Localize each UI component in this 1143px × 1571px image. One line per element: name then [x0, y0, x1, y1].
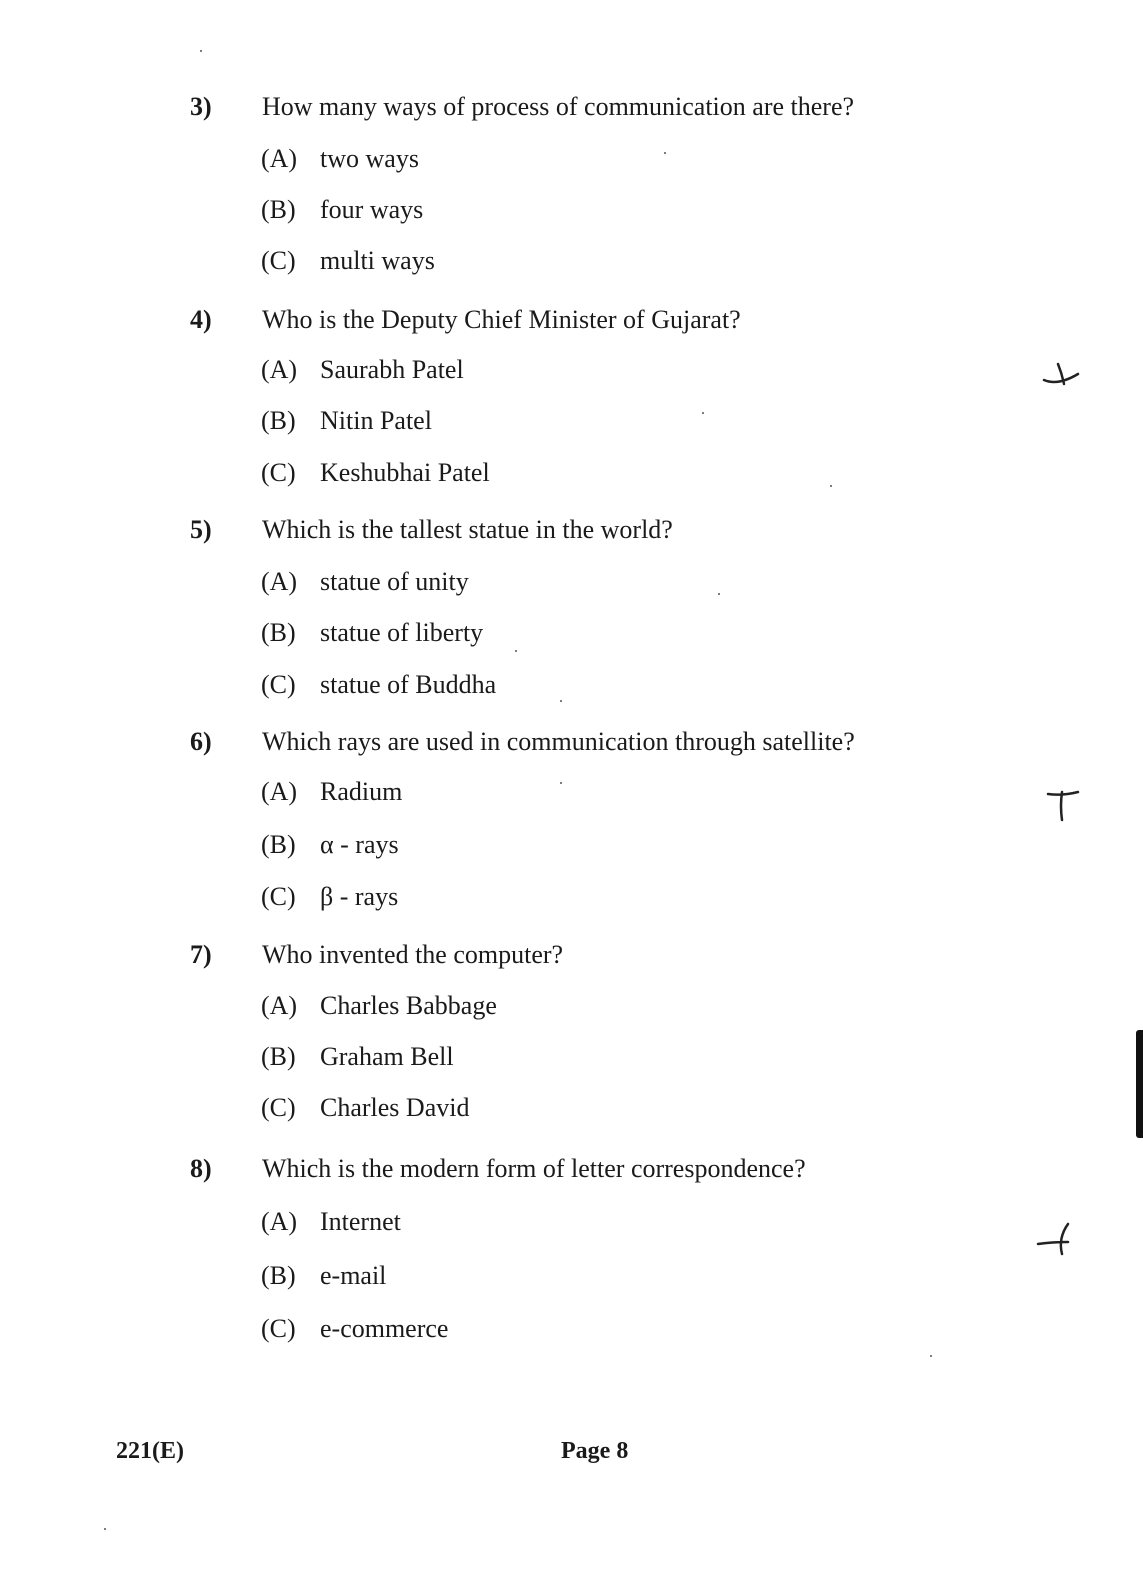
paper-code: 221(E) [116, 1438, 184, 1464]
option-label: (A) [261, 355, 298, 384]
option-label: (C) [261, 458, 296, 487]
option-label: (A) [261, 1207, 298, 1236]
question-number: 5) [190, 515, 212, 544]
option-label: (B) [261, 406, 296, 435]
option-text: e-commerce [320, 1314, 449, 1343]
option-text: statue of liberty [320, 618, 484, 647]
option-label: (B) [261, 1261, 296, 1290]
scan-speck [702, 412, 704, 414]
scan-speck [560, 782, 562, 784]
option-label: (B) [261, 618, 296, 647]
option-label: (C) [261, 246, 296, 275]
option-label: (B) [261, 1042, 296, 1071]
question-number: 6) [190, 727, 212, 756]
tick-mark-icon [1044, 784, 1084, 824]
question-text: Which is the modern form of letter correspondence? [262, 1154, 806, 1183]
option-text: Graham Bell [320, 1042, 454, 1071]
option-text: four ways [320, 195, 424, 224]
scan-speck [930, 1355, 932, 1357]
option-text: Internet [320, 1207, 401, 1236]
question-number: 3) [190, 92, 212, 121]
scan-edge-mark [1136, 1030, 1143, 1138]
question-text: Which rays are used in communication through satellite? [262, 727, 855, 756]
option-label: (C) [261, 1314, 296, 1343]
option-text: e-mail [320, 1261, 387, 1290]
scan-speck [560, 700, 562, 702]
option-text: two ways [320, 144, 419, 173]
scan-speck [200, 50, 202, 52]
question-number: 4) [190, 305, 212, 334]
option-label: (A) [261, 777, 298, 806]
option-text: Radium [320, 777, 403, 806]
question-text: How many ways of process of communication are there? [262, 92, 855, 121]
option-text: Charles Babbage [320, 991, 497, 1020]
scan-speck [830, 485, 832, 487]
option-text: Nitin Patel [320, 406, 432, 435]
question-number: 8) [190, 1154, 212, 1183]
question-text: Who invented the computer? [262, 940, 564, 969]
page-number: Page 8 [561, 1438, 629, 1464]
option-text: Saurabh Patel [320, 355, 464, 384]
scan-speck [104, 1528, 106, 1530]
option-text: statue of Buddha [320, 670, 497, 699]
option-text: multi ways [320, 246, 435, 275]
option-text: β - rays [320, 882, 399, 911]
scan-speck [718, 593, 720, 595]
option-label: (A) [261, 144, 298, 173]
tick-mark-icon [1036, 1220, 1076, 1260]
question-text: Which is the tallest statue in the world? [262, 515, 673, 544]
tick-mark-icon [1040, 360, 1082, 390]
option-text: α - rays [320, 830, 399, 859]
option-label: (A) [261, 991, 298, 1020]
option-label: (A) [261, 567, 298, 596]
option-text: Charles David [320, 1093, 470, 1122]
scan-speck [664, 152, 666, 154]
option-label: (C) [261, 882, 296, 911]
scan-speck [515, 650, 517, 652]
option-label: (C) [261, 1093, 296, 1122]
option-text: Keshubhai Patel [320, 458, 490, 487]
question-number: 7) [190, 940, 212, 969]
option-text: statue of unity [320, 567, 469, 596]
option-label: (B) [261, 195, 296, 224]
option-label: (B) [261, 830, 296, 859]
option-label: (C) [261, 670, 296, 699]
question-text: Who is the Deputy Chief Minister of Gujarat? [262, 305, 741, 334]
